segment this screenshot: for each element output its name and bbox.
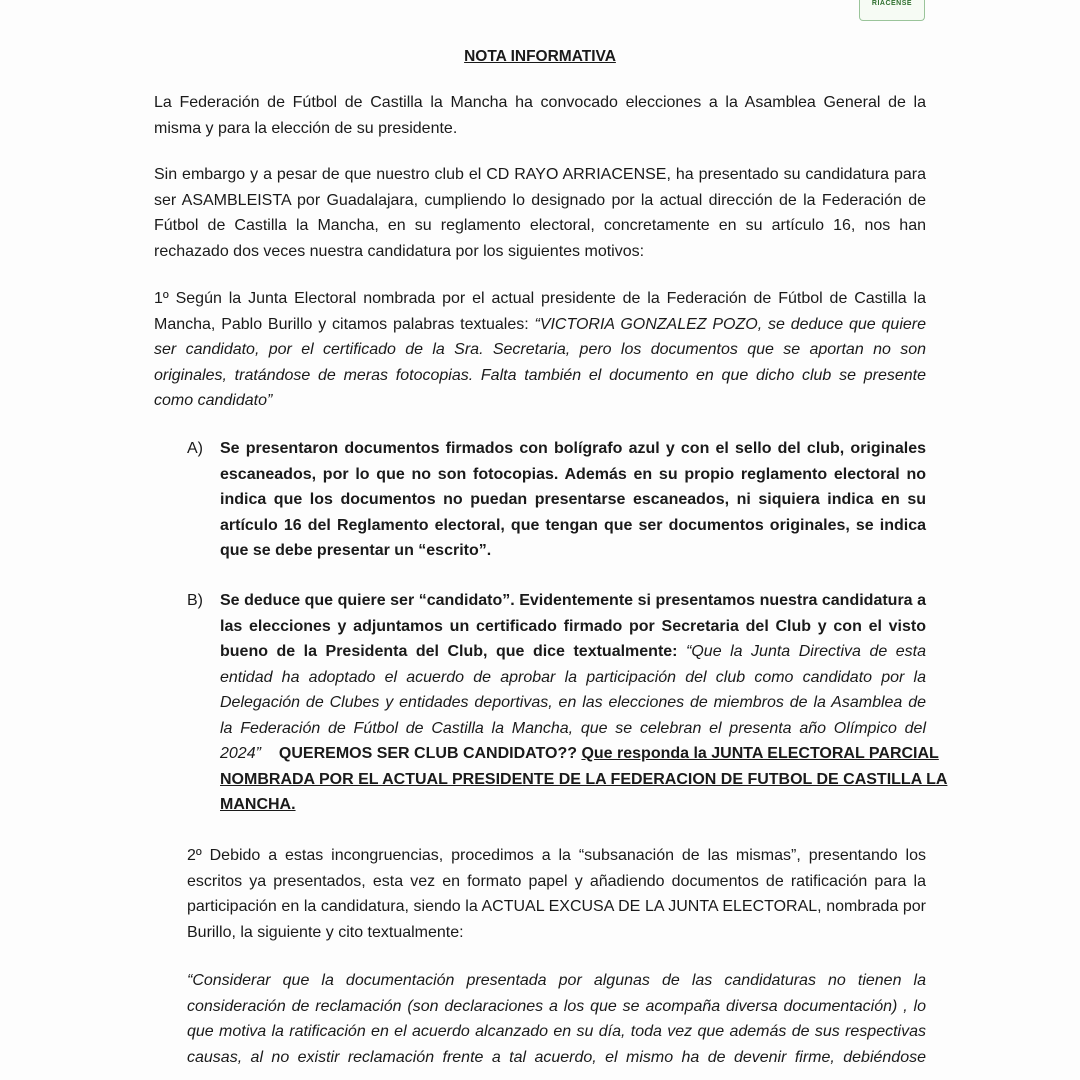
text-line: las elecciones y adjuntamos un certificado firmado por Secretaria del Club y con el visto <box>220 617 926 635</box>
quote-line: ser candidato, por el certificado de la Sra. Secretaria, pero los documentos que se aportan no son <box>154 341 926 358</box>
text-bold-underlined: Que responda la JUNTA ELECTORAL PARCIAL <box>581 745 939 762</box>
text-bold: bueno de la Presidenta del Club, que dice textualmente: <box>220 643 687 660</box>
quote-line: originales, tratándose de meras fotocopias. Falta también el documento en que dicho club se presente <box>154 366 926 384</box>
quote-line: causas, al no existir reclamación frente a tal acuerdo, el mismo ha de devenir firme, debiéndose <box>187 1048 926 1066</box>
quote-line: “Considerar que la documentación presentada por algunas de las candidaturas no tienen la <box>187 972 926 989</box>
text-line <box>154 312 926 338</box>
quote-line: Delegación de Clubes y entidades deportivas, en las elecciones de miembros de la Asamblea de <box>220 694 926 711</box>
text-line: ser ASAMBLEISTA por Guadalajara, cumpliendo lo designado por la actual dirección de la Federación de <box>154 191 926 209</box>
text-line: artículo 16 del Reglamento electoral, que tengan que ser documentos originales, se indica <box>220 516 926 534</box>
text-line: Sin embargo y a pesar de que nuestro club el CD RAYO ARRIACENSE, ha presentado su candidatura para <box>154 166 926 183</box>
paragraph-5-quote <box>187 968 926 1070</box>
text-line: indica que los documentos no puedan presentarse escaneados, ni siquiera indica en su <box>220 491 926 508</box>
text-plain: Mancha, Pablo Burillo y citamos palabras textuales: <box>154 315 535 333</box>
club-logo-text: RIACENSE <box>871 0 913 7</box>
text-line <box>220 639 926 665</box>
item-b <box>220 588 948 818</box>
item-b-marker: B) <box>187 592 203 609</box>
paragraph-4 <box>187 843 926 945</box>
quote-line: la Federación de Fútbol de Castilla la Mancha, que se celebran el presenta año Olímpico del <box>220 719 926 737</box>
text-line: 1º Según la Junta Electoral nombrada por el actual presidente de la Federación de Fútbol de Castilla la <box>154 290 926 307</box>
quote-line: como candidato” <box>154 392 273 409</box>
text-line: que se debe presentar un “escrito”. <box>220 542 492 559</box>
quote-italic: 2024” <box>220 745 261 762</box>
text-line: Se presentaron documentos firmados con bolígrafo azul y con el sello del club, originales <box>220 440 926 457</box>
text-line: misma y para la elección de su presidente. <box>154 119 458 137</box>
paragraph-2 <box>154 162 926 264</box>
item-a <box>220 436 926 564</box>
quote-line: entidad ha adoptado el acuerdo de aprobar la participación del club como candidato por la <box>220 668 926 686</box>
item-a-marker: A) <box>187 440 203 457</box>
quote-italic: “VICTORIA GONZALEZ POZO, se deduce que quiere <box>534 315 926 333</box>
paragraph-1 <box>154 90 926 141</box>
text-line: 2º Debido a estas incongruencias, procedimos a la “subsanación de las mismas”, presentando los <box>187 847 926 864</box>
text-line: escaneados, por lo que no son fotocopias. Además en su propio reglamento electoral no <box>220 465 926 483</box>
text-line: rechazado dos veces nuestra candidatura por los siguientes motivos: <box>154 242 645 260</box>
document-title: NOTA INFORMATIVA <box>464 48 616 65</box>
text-line: participación en la candidatura, siendo la ACTUAL EXCUSA DE LA JUNTA ELECTORAL, nombrada por <box>187 898 926 915</box>
text-line: NOMBRADA POR EL ACTUAL PRESIDENTE DE LA FEDERACION DE FUTBOL DE CASTILLA LA <box>220 770 948 788</box>
club-logo <box>859 0 925 21</box>
text-line: escritos ya presentados, esta vez en formato papel y añadiendo documentos de ratificación para la <box>187 872 926 890</box>
text-line: MANCHA. <box>220 796 296 813</box>
quote-line: que motiva la ratificación en el acuerdo alcanzado en su día, toda vez que además de sus respectivas <box>187 1023 926 1040</box>
quote-line: consideración de reclamación (son declaraciones a los que se acompaña diversa documentación) , lo <box>187 997 926 1015</box>
quote-italic: “Que la Junta Directiva de esta <box>686 643 927 660</box>
paragraph-3 <box>154 286 926 414</box>
text-line: Burillo, la siguiente y cito textualmente: <box>187 923 464 941</box>
text-line: Fútbol de Castilla la Mancha, en su reglamento electoral, concretamente en su artículo 16, nos han <box>154 217 926 234</box>
text-line: La Federación de Fútbol de Castilla la Mancha ha convocado elecciones a la Asamblea General de la <box>154 94 926 111</box>
text-line <box>220 741 939 767</box>
text-line: Se deduce que quiere ser “candidato”. Evidentemente si presentamos nuestra candidatura a <box>220 592 926 609</box>
text-bold: QUEREMOS SER CLUB CANDIDATO?? <box>278 745 577 762</box>
